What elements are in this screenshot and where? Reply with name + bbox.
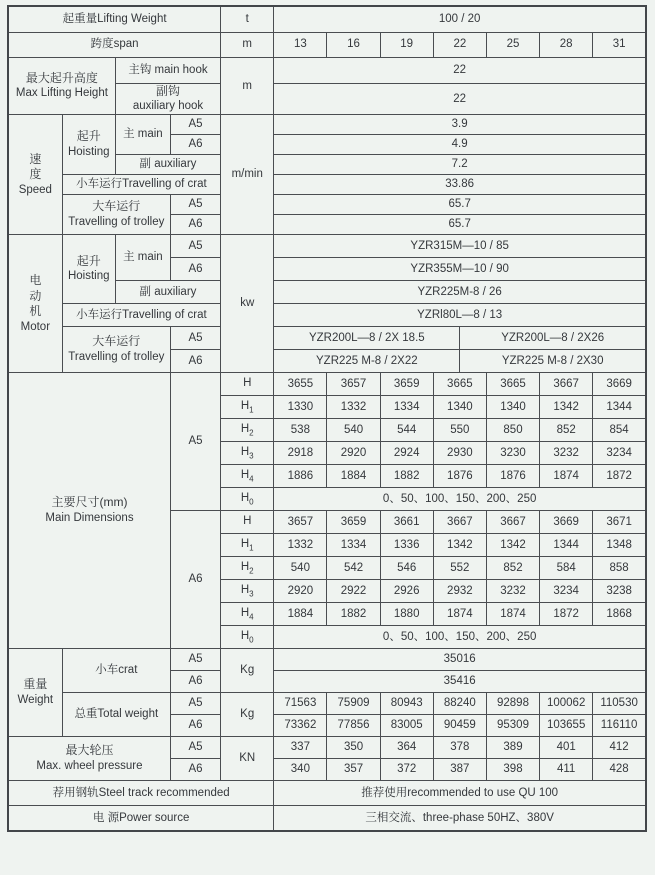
grade-a5-label: A5 [170, 693, 220, 715]
steel-track-label: 荐用钢轨Steel track recommended [8, 781, 274, 806]
speed-label-en: Speed [18, 183, 52, 196]
weight-value: 90459 [433, 715, 486, 737]
speed-hoisting-label-zh: 起升 [76, 129, 101, 144]
weight-value: 75909 [327, 693, 380, 715]
grade-a5-label: A5 [170, 235, 220, 258]
row-dims-a5-h [8, 373, 646, 396]
dim-value: 540 [274, 557, 327, 580]
weight-label-zh: 重量 [23, 677, 48, 692]
weight-cart-unit: Kg [221, 649, 274, 693]
motor-main-a6-value: YZR355M—10 / 90 [274, 258, 646, 281]
dim-value: 1882 [380, 465, 433, 488]
main-hook-label: 主钩 main hook [115, 57, 220, 83]
wheel-pressure-value: 401 [540, 737, 593, 759]
row-weight-total-a5 [8, 693, 646, 715]
weight-value: 77856 [327, 715, 380, 737]
motor-main-a5-value: YZR315M—10 / 85 [274, 235, 646, 258]
crane-specification-table [7, 5, 647, 832]
grade-a6-label: A6 [170, 511, 220, 649]
wheel-pressure-value: 411 [540, 759, 593, 781]
motor-aux-value: YZR225M-8 / 26 [274, 281, 646, 304]
wheel-pressure-value: 337 [274, 737, 327, 759]
wheel-pressure-value: 378 [433, 737, 486, 759]
dim-value: 2918 [274, 442, 327, 465]
dim-value: 1882 [327, 603, 380, 626]
wheel-pressure-value: 364 [380, 737, 433, 759]
aux-hook-label-zh: 副钩 [155, 83, 180, 98]
motor-trolley-label-en: Travelling of trolley [68, 350, 165, 363]
row-motor-main-a5 [8, 235, 646, 258]
dim-value: 1874 [540, 465, 593, 488]
wheel-pressure-unit: KN [221, 737, 274, 781]
dim-row-label: $H_4$ [221, 603, 274, 626]
wheel-pressure-value: 387 [433, 759, 486, 781]
dim-row-label: $H_0$ [221, 488, 274, 511]
row-steel-track [8, 781, 646, 806]
dimensions-label-en: Main Dimensions [45, 511, 134, 524]
grade-a5-label: A5 [170, 373, 220, 511]
dim-value: 1340 [433, 396, 486, 419]
motor-trolley-label-zh: 大车运行 [92, 334, 141, 349]
weight-label-en: Weight [17, 693, 54, 706]
grade-a6-label: A6 [170, 715, 220, 737]
dim-value: 3657 [327, 373, 380, 396]
grade-a5-label: A5 [170, 327, 220, 350]
dim-h0-value: 0、50、100、150、200、250 [274, 626, 646, 649]
dim-value: 3234 [540, 580, 593, 603]
speed-hoisting-label [62, 115, 115, 175]
grade-a6-label: A6 [170, 135, 220, 155]
motor-section-label [8, 235, 62, 373]
dim-value: 3661 [380, 511, 433, 534]
motor-hoisting-label [62, 235, 115, 304]
row-motor-cart [8, 304, 646, 327]
dim-value: 2920 [327, 442, 380, 465]
dim-value: 3665 [486, 373, 539, 396]
dim-value: 3232 [540, 442, 593, 465]
motor-trolley-label [62, 327, 170, 373]
weight-value: 83005 [380, 715, 433, 737]
weight-value: 103655 [540, 715, 593, 737]
dim-value: 2920 [274, 580, 327, 603]
wheel-pressure-value: 389 [486, 737, 539, 759]
dim-value: 1886 [274, 465, 327, 488]
dim-value: 3665 [433, 373, 486, 396]
dim-value: 3234 [593, 442, 646, 465]
aux-hook-value: 22 [274, 83, 646, 115]
weight-value: 71563 [274, 693, 327, 715]
weight-value: 116110 [593, 715, 646, 737]
dim-value: 852 [486, 557, 539, 580]
row-speed-trolley-a5 [8, 195, 646, 215]
dim-value: 3667 [486, 511, 539, 534]
weight-value: 100062 [540, 693, 593, 715]
wheel-pressure-value: 372 [380, 759, 433, 781]
lifting-height-unit: m [221, 57, 274, 115]
dim-value: 1332 [274, 534, 327, 557]
span-value: 19 [380, 32, 433, 57]
speed-main-label: 主 main [115, 115, 170, 155]
weight-value: 110530 [593, 693, 646, 715]
wheel-pressure-value: 398 [486, 759, 539, 781]
dim-value: 3659 [380, 373, 433, 396]
motor-trolley-a5-right: YZR200L—8 / 2X26 [460, 327, 646, 350]
dim-row-label: $H_3$ [221, 442, 274, 465]
span-unit: m [221, 32, 274, 57]
dimensions-label-zh: 主要尺寸(mm) [51, 495, 128, 510]
dim-row-label: H [221, 373, 274, 396]
dimensions-section-label [8, 373, 170, 649]
weight-cart-label: 小车crat [62, 649, 170, 693]
weight-value: 92898 [486, 693, 539, 715]
dim-row-label: $H_1$ [221, 396, 274, 419]
wheel-pressure-value: 340 [274, 759, 327, 781]
dim-value: 1344 [540, 534, 593, 557]
row-speed-main-a5 [8, 115, 646, 135]
dim-value: 3667 [540, 373, 593, 396]
weight-cart-a5-value: 35016 [274, 649, 646, 671]
dim-row-label: $H_0$ [221, 626, 274, 649]
motor-trolley-a6-right: YZR225 M-8 / 2X30 [460, 350, 646, 373]
dim-value: 1336 [380, 534, 433, 557]
dim-value: 1334 [380, 396, 433, 419]
row-span [8, 32, 646, 57]
motor-main-label: 主 main [115, 235, 170, 281]
grade-a6-label: A6 [170, 671, 220, 693]
dim-value: 3232 [486, 580, 539, 603]
row-power-source [8, 806, 646, 831]
dim-row-label: $H_2$ [221, 557, 274, 580]
motor-hoisting-label-zh: 起升 [76, 253, 101, 268]
steel-track-value: 推荐使用recommended to use QU 100 [274, 781, 646, 806]
span-value: 31 [593, 32, 646, 57]
dim-value: 540 [327, 419, 380, 442]
speed-aux-label: 副 auxiliary [115, 155, 220, 175]
dim-value: 1884 [274, 603, 327, 626]
lifting-weight-unit: t [221, 6, 274, 32]
speed-section-label [8, 115, 62, 235]
dim-value: 1872 [593, 465, 646, 488]
dim-value: 3669 [540, 511, 593, 534]
grade-a5-label: A5 [170, 737, 220, 759]
weight-value: 80943 [380, 693, 433, 715]
motor-cart-value: YZRl80L—8 / 13 [274, 304, 646, 327]
grade-a6-label: A6 [170, 258, 220, 281]
dim-value: 1876 [486, 465, 539, 488]
dim-value: 1880 [380, 603, 433, 626]
dim-value: 2922 [327, 580, 380, 603]
dim-value: 3655 [274, 373, 327, 396]
power-source-value: 三相交流、three-phase 50HZ、380V [274, 806, 646, 831]
speed-trolley-label-zh: 大车运行 [92, 199, 141, 214]
dim-value: 1876 [433, 465, 486, 488]
dim-value: 2930 [433, 442, 486, 465]
wheel-pressure-value: 350 [327, 737, 380, 759]
dim-value: 3657 [274, 511, 327, 534]
dim-row-label: H [221, 511, 274, 534]
row-main-hook [8, 57, 646, 83]
weight-cart-a6-value: 35416 [274, 671, 646, 693]
grade-a6-label: A6 [170, 350, 220, 373]
speed-hoisting-label-en: Hoisting [67, 145, 110, 158]
weight-value: 73362 [274, 715, 327, 737]
wheel-pressure-value: 412 [593, 737, 646, 759]
motor-unit: kw [221, 235, 274, 373]
dim-value: 1872 [540, 603, 593, 626]
motor-label-en: Motor [20, 320, 51, 333]
max-lifting-height-label [8, 57, 115, 115]
dim-value: 3671 [593, 511, 646, 534]
grade-a6-label: A6 [170, 759, 220, 781]
dim-value: 3238 [593, 580, 646, 603]
grade-a6-label: A6 [170, 215, 220, 235]
dim-value: 546 [380, 557, 433, 580]
dim-value: 1348 [593, 534, 646, 557]
dim-value: 2932 [433, 580, 486, 603]
speed-trolley-a5-value: 65.7 [274, 195, 646, 215]
weight-total-unit: Kg [221, 693, 274, 737]
row-motor-trolley-a5 [8, 327, 646, 350]
row-weight-cart-a5 [8, 649, 646, 671]
wheel-pressure-label [8, 737, 170, 781]
dim-value: 542 [327, 557, 380, 580]
dim-value: 3667 [433, 511, 486, 534]
dim-value: 1884 [327, 465, 380, 488]
dim-value: 1340 [486, 396, 539, 419]
dim-value: 3230 [486, 442, 539, 465]
dim-value: 1334 [327, 534, 380, 557]
speed-main-a5-value: 3.9 [274, 115, 646, 135]
dim-value: 854 [593, 419, 646, 442]
span-value: 16 [327, 32, 380, 57]
dim-value: 584 [540, 557, 593, 580]
power-source-label: 电 源Power source [8, 806, 274, 831]
row-wheel-pressure-a5 [8, 737, 646, 759]
span-value: 22 [433, 32, 486, 57]
span-label: 跨度span [8, 32, 221, 57]
dim-value: 1868 [593, 603, 646, 626]
dim-value: 3669 [593, 373, 646, 396]
dim-value: 550 [433, 419, 486, 442]
dim-value: 3659 [327, 511, 380, 534]
dim-value: 852 [540, 419, 593, 442]
span-value: 25 [486, 32, 539, 57]
wheel-pressure-value: 357 [327, 759, 380, 781]
speed-trolley-label [62, 195, 170, 235]
speed-trolley-label-en: Travelling of trolley [68, 215, 165, 228]
dim-value: 1344 [593, 396, 646, 419]
max-lifting-height-label-zh: 最大起升高度 [25, 70, 98, 85]
speed-trolley-a6-value: 65.7 [274, 215, 646, 235]
dim-row-label: $H_2$ [221, 419, 274, 442]
weight-section-label [8, 649, 62, 737]
span-value: 28 [540, 32, 593, 57]
wheel-pressure-label-en: Max. wheel pressure [36, 759, 143, 772]
motor-cart-label: 小车运行Travelling of crat [62, 304, 220, 327]
dim-value: 1332 [327, 396, 380, 419]
dim-value: 544 [380, 419, 433, 442]
lifting-weight-label: 起重量Lifting Weight [8, 6, 221, 32]
motor-trolley-a5-left: YZR200L—8 / 2X 18.5 [274, 327, 460, 350]
row-speed-cart [8, 175, 646, 195]
dim-value: 1342 [540, 396, 593, 419]
weight-value: 95309 [486, 715, 539, 737]
max-lifting-height-label-en: Max Lifting Height [15, 87, 108, 100]
dim-value: 538 [274, 419, 327, 442]
dim-value: 1874 [486, 603, 539, 626]
motor-hoisting-label-en: Hoisting [67, 270, 110, 283]
motor-trolley-a6-left: YZR225 M-8 / 2X22 [274, 350, 460, 373]
dim-row-label: $H_3$ [221, 580, 274, 603]
dim-h0-value: 0、50、100、150、200、250 [274, 488, 646, 511]
dim-value: 2924 [380, 442, 433, 465]
row-lifting-weight [8, 6, 646, 32]
speed-unit: m/min [221, 115, 274, 235]
dim-value: 2926 [380, 580, 433, 603]
wheel-pressure-value: 428 [593, 759, 646, 781]
lifting-weight-value: 100 / 20 [274, 6, 646, 32]
speed-label-zh: 速度 [29, 151, 42, 182]
dim-value: 1330 [274, 396, 327, 419]
wheel-pressure-label-zh: 最大轮压 [65, 743, 114, 758]
speed-main-a6-value: 4.9 [274, 135, 646, 155]
main-hook-value: 22 [274, 57, 646, 83]
dim-row-label: $H_4$ [221, 465, 274, 488]
grade-a5-label: A5 [170, 115, 220, 135]
aux-hook-label-en: auxiliary hook [132, 100, 204, 113]
grade-a5-label: A5 [170, 649, 220, 671]
span-value: 13 [274, 32, 327, 57]
dim-value: 1874 [433, 603, 486, 626]
weight-value: 88240 [433, 693, 486, 715]
dim-value: 552 [433, 557, 486, 580]
dim-value: 850 [486, 419, 539, 442]
dim-value: 1342 [433, 534, 486, 557]
weight-total-label: 总重Total weight [62, 693, 170, 737]
dim-value: 1342 [486, 534, 539, 557]
dim-value: 858 [593, 557, 646, 580]
speed-cart-label: 小车运行Travelling of crat [62, 175, 220, 195]
motor-label-zh: 电动机 [29, 272, 42, 319]
speed-cart-value: 33.86 [274, 175, 646, 195]
motor-aux-label: 副 auxiliary [115, 281, 220, 304]
speed-aux-value: 7.2 [274, 155, 646, 175]
aux-hook-label [115, 83, 220, 115]
grade-a5-label: A5 [170, 195, 220, 215]
dim-row-label: $H_1$ [221, 534, 274, 557]
